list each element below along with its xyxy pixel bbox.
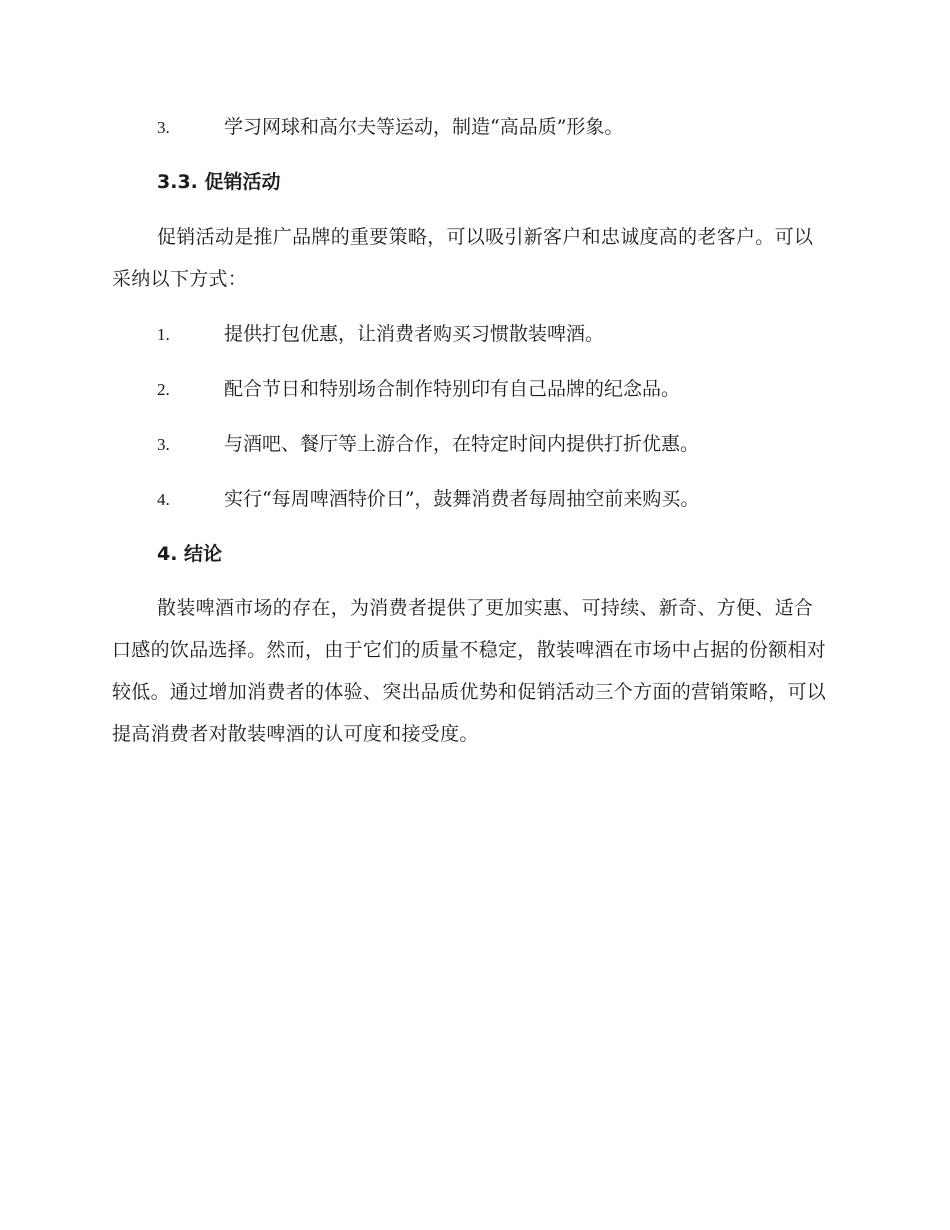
list-item-text: 配合节日和特别场合制作特别印有自己品牌的纪念品。 [224, 378, 681, 400]
list-item-number: 2. [157, 380, 170, 399]
promotion-paragraph: 促销活动是推广品牌的重要策略，可以吸引新客户和忠诚度高的老客户。可以采纳以下方式： [112, 226, 814, 290]
list-item-text: 学习网球和高尔夫等运动，制造“高品质”形象。 [224, 116, 624, 138]
list-item-number: 3. [157, 118, 170, 137]
list-item [157, 320, 604, 349]
section-heading-conclusion: 4. 结论 [157, 543, 223, 565]
list-item-number: 4. [157, 490, 170, 509]
conclusion-paragraph: 散装啤酒市场的存在，为消费者提供了更加实惠、可持续、新奇、方便、适合口感的饮品选择。然而，由于它们的质量不稳定，散装啤酒在市场中占据的份额相对较低。通过增加消费者的体验、突出品质优势和促销活动三个方面的营销策略，可以提高消费者对散装啤酒的认可度和接受度。 [112, 597, 827, 745]
section-heading-promotion: 3.3. 促销活动 [157, 171, 281, 193]
list-item-text: 提供打包优惠，让消费者购买习惯散装啤酒。 [224, 323, 605, 345]
list-item-number: 3. [157, 435, 170, 454]
list-item [157, 375, 680, 404]
list-item-text: 实行“每周啤酒特价日”，鼓舞消费者每周抽空前来购买。 [224, 488, 700, 510]
list-item-text: 与酒吧、餐厅等上游合作，在特定时间内提供打折优惠。 [224, 433, 700, 455]
list-item [157, 485, 699, 514]
list-item [157, 430, 699, 459]
list-item [157, 113, 623, 142]
list-item-number: 1. [157, 325, 170, 344]
